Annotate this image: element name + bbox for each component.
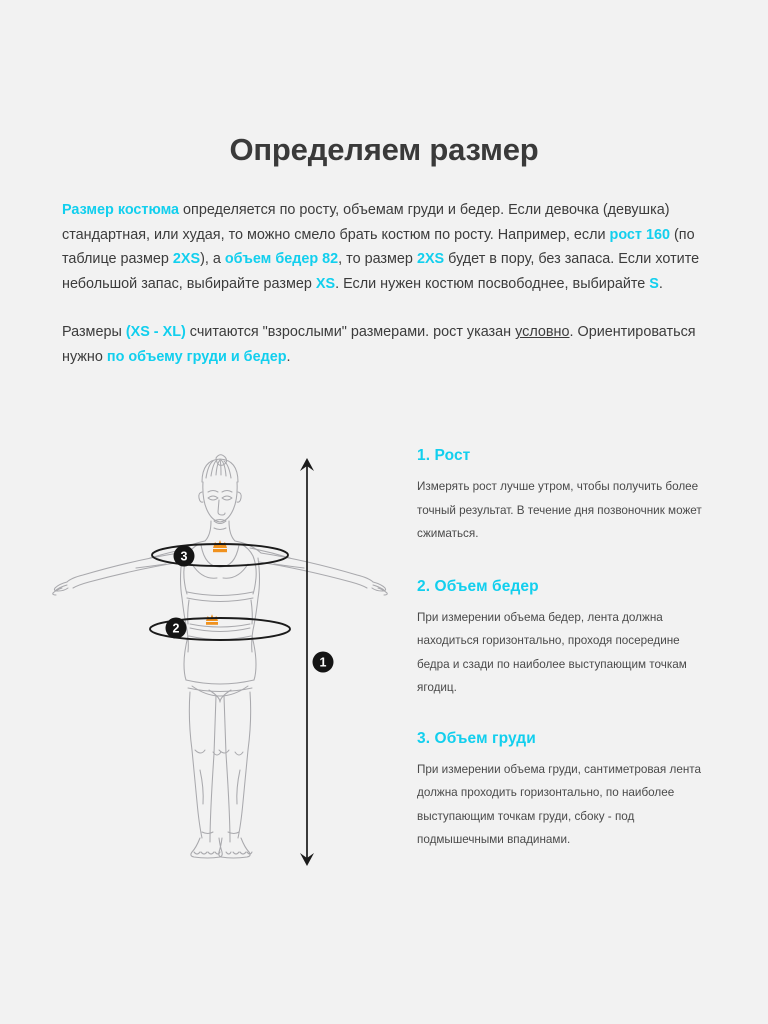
height-arrow bbox=[300, 458, 314, 866]
female-figure-illustration bbox=[53, 455, 387, 858]
intro-p1-seg12: . Если нужен костюм посвободнее, выбирайте bbox=[335, 275, 650, 292]
intro-text-block bbox=[62, 198, 707, 369]
intro-p1-seg5: 2XS bbox=[172, 251, 201, 267]
intro-p1-seg10: будет в пору, без запаса. Если хотите небольшой запас, выбирайте размер bbox=[62, 251, 700, 292]
step-item-height bbox=[417, 447, 712, 546]
intro-p1-seg14: . bbox=[658, 275, 663, 292]
step-item-hips bbox=[417, 578, 712, 700]
page-title: Определяем размер bbox=[229, 132, 539, 167]
intro-p2-seg7: . bbox=[286, 348, 291, 365]
marker-badge-1 bbox=[313, 652, 334, 673]
step-2-body: При измерении объема бедер, лента должна находиться горизонтально, проходя посередине бедра и сзади по наиболее выступающим точкам ягодиц. bbox=[417, 610, 687, 694]
intro-p2-seg1: Размеры bbox=[62, 324, 126, 340]
marker-1-label: 1 bbox=[319, 655, 327, 670]
intro-p1-seg4: (по таблице размер bbox=[62, 226, 695, 267]
intro-p1-seg7: объем бедер 82 bbox=[224, 251, 339, 267]
intro-paragraph-2 bbox=[62, 320, 707, 369]
intro-p1-seg3: рост 160 bbox=[609, 226, 670, 243]
intro-p1-seg8: , то размер bbox=[338, 251, 417, 267]
intro-p1-seg1: Размер костюма bbox=[62, 202, 180, 218]
intro-p2-seg5: . Ориентироваться нужно bbox=[62, 324, 696, 365]
intro-p2-seg6: по объему груди и бедер bbox=[106, 348, 287, 365]
intro-p1-seg13: S bbox=[649, 275, 659, 292]
step-3-title: 3. Объем груди bbox=[417, 729, 536, 747]
brand-crown-icon-hip bbox=[206, 614, 218, 625]
step-3-body: При измерении объема груди, сантиметровая лента должна проходить горизонтально, по наиболее выступающим точкам груди, сбоку - под подмышечными впадинами. bbox=[417, 762, 702, 846]
marker-badge-3 bbox=[174, 546, 195, 567]
step-1-title: 1. Рост bbox=[417, 447, 471, 464]
intro-p2-seg2: (XS - XL) bbox=[125, 324, 186, 340]
marker-2-label: 2 bbox=[172, 621, 180, 636]
intro-p1-seg9: 2XS bbox=[416, 251, 445, 267]
intro-paragraph-1 bbox=[62, 198, 707, 296]
brand-crown-icon-chest bbox=[213, 540, 227, 552]
measurement-steps-list bbox=[417, 447, 712, 852]
intro-p2-seg3: считаются "взрослыми" размерами. рост указан bbox=[185, 324, 516, 340]
step-2-title: 2. Объем бедер bbox=[417, 577, 539, 595]
marker-badge-2 bbox=[166, 618, 187, 639]
intro-p1-seg11: XS bbox=[315, 275, 336, 292]
intro-p2-seg4: условно bbox=[515, 324, 570, 340]
step-1-body: Измерять рост лучше утром, чтобы получить более точный результат. В течение дня позвоночник может сжиматься. bbox=[417, 480, 702, 540]
intro-p1-seg2: определяется по росту, объемам груди и бедер. Если девочка (девушка) стандартная, или худая, то можно смело брать костюм по росту. Например, если bbox=[62, 202, 670, 243]
intro-p1-seg6: ), а bbox=[200, 251, 225, 267]
measurement-diagram bbox=[40, 440, 400, 900]
step-item-chest bbox=[417, 730, 712, 852]
marker-3-label: 3 bbox=[180, 549, 188, 564]
